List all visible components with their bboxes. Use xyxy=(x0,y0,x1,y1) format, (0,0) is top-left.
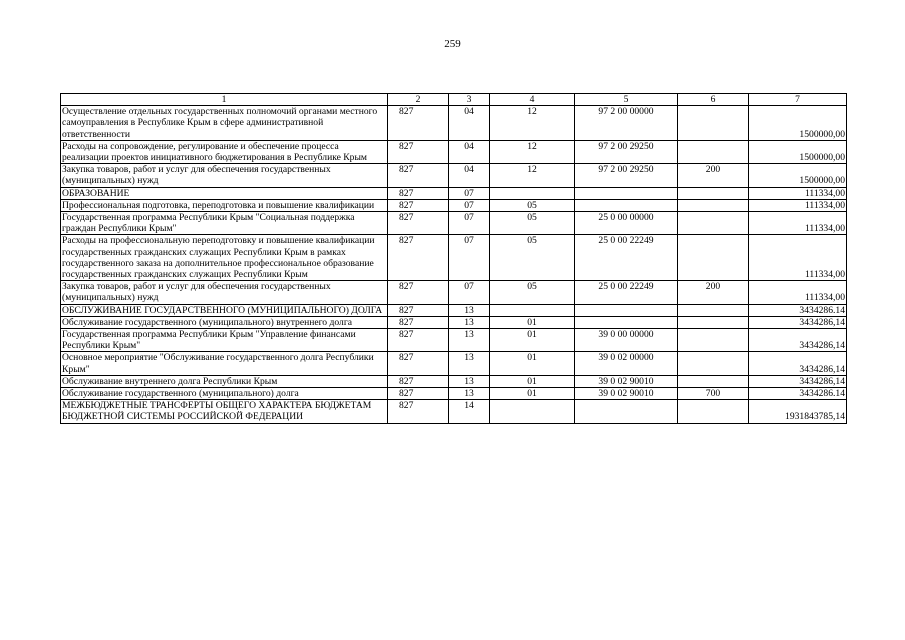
amount-cell: 3434286.14 xyxy=(749,304,847,316)
amount-cell: 3434286,14 xyxy=(749,329,847,352)
grbs-code-cell: 827 xyxy=(388,375,449,387)
grbs-code-cell: 827 xyxy=(388,400,449,423)
expense-type-cell xyxy=(678,187,749,199)
subsection-code-cell: 05 xyxy=(490,199,575,211)
amount-cell: 1500000,00 xyxy=(749,164,847,187)
expense-type-cell xyxy=(678,304,749,316)
section-code-cell: 07 xyxy=(449,187,490,199)
target-article-cell: 25 0 00 22249 xyxy=(575,235,678,281)
subsection-code-cell xyxy=(490,400,575,423)
expense-type-cell: 200 xyxy=(678,164,749,187)
subsection-code-cell xyxy=(490,304,575,316)
section-code-cell: 07 xyxy=(449,212,490,235)
expense-type-cell xyxy=(678,199,749,211)
subsection-code-cell: 01 xyxy=(490,388,575,400)
grbs-code-cell: 827 xyxy=(388,281,449,304)
target-article-cell: 39 0 00 00000 xyxy=(575,329,678,352)
section-code-cell: 14 xyxy=(449,400,490,423)
grbs-code-cell: 827 xyxy=(388,199,449,211)
subsection-code-cell xyxy=(490,187,575,199)
item-name-cell: Основное мероприятие "Обслуживание государственного долга Республики Крым" xyxy=(61,352,388,375)
amount-cell: 111334,00 xyxy=(749,212,847,235)
table-row xyxy=(61,140,847,163)
amount-cell: 111334,00 xyxy=(749,187,847,199)
grbs-code-cell: 827 xyxy=(388,329,449,352)
section-code-cell: 13 xyxy=(449,329,490,352)
amount-cell: 1500000,00 xyxy=(749,140,847,163)
target-article-cell xyxy=(575,316,678,328)
table-row xyxy=(61,304,847,316)
subsection-code-cell: 05 xyxy=(490,235,575,281)
item-name-cell: Обслуживание государственного (муниципального) долга xyxy=(61,388,388,400)
expense-type-cell: 200 xyxy=(678,281,749,304)
section-code-cell: 04 xyxy=(449,140,490,163)
column-header: 2 xyxy=(388,94,449,106)
amount-cell: 3434286,14 xyxy=(749,375,847,387)
table-row xyxy=(61,199,847,211)
target-article-cell xyxy=(575,187,678,199)
item-name-cell: Расходы на сопровождение, регулирование и обеспечение процесса реализации проектов инициативного бюджетирования в Республике Крым xyxy=(61,140,388,163)
table-row xyxy=(61,281,847,304)
column-header: 3 xyxy=(449,94,490,106)
expense-type-cell xyxy=(678,400,749,423)
table-row xyxy=(61,316,847,328)
subsection-code-cell: 12 xyxy=(490,106,575,141)
target-article-cell: 25 0 00 22249 xyxy=(575,281,678,304)
table-row xyxy=(61,235,847,281)
expense-type-cell xyxy=(678,140,749,163)
target-article-cell xyxy=(575,304,678,316)
column-header: 6 xyxy=(678,94,749,106)
amount-cell: 1931843785,14 xyxy=(749,400,847,423)
column-header: 4 xyxy=(490,94,575,106)
table-row xyxy=(61,164,847,187)
subsection-code-cell: 12 xyxy=(490,140,575,163)
target-article-cell: 97 2 00 29250 xyxy=(575,140,678,163)
expense-type-cell xyxy=(678,352,749,375)
expense-type-cell xyxy=(678,235,749,281)
expense-type-cell xyxy=(678,106,749,141)
subsection-code-cell: 01 xyxy=(490,329,575,352)
item-name-cell: Обслуживание государственного (муниципального) внутреннего долга xyxy=(61,316,388,328)
section-code-cell: 13 xyxy=(449,352,490,375)
grbs-code-cell: 827 xyxy=(388,388,449,400)
item-name-cell: ОБСЛУЖИВАНИЕ ГОСУДАРСТВЕННОГО (МУНИЦИПАЛЬНОГО) ДОЛГА xyxy=(61,304,388,316)
expense-type-cell xyxy=(678,329,749,352)
section-code-cell: 04 xyxy=(449,164,490,187)
section-code-cell: 13 xyxy=(449,375,490,387)
grbs-code-cell: 827 xyxy=(388,352,449,375)
header-row xyxy=(61,94,847,106)
grbs-code-cell: 827 xyxy=(388,106,449,141)
table-row xyxy=(61,388,847,400)
amount-cell: 111334,00 xyxy=(749,235,847,281)
item-name-cell: Профессиональная подготовка, переподготовка и повышение квалификации xyxy=(61,199,388,211)
target-article-cell xyxy=(575,400,678,423)
section-code-cell: 07 xyxy=(449,281,490,304)
target-article-cell: 25 0 00 00000 xyxy=(575,212,678,235)
column-header: 5 xyxy=(575,94,678,106)
item-name-cell: Расходы на профессиональную переподготовку и повышение квалификации государственных гражданских служащих Республики Крым в рамках государственного заказа на дополнительное профессиональное образование государственных гражданских служащих Республики Крым xyxy=(61,235,388,281)
target-article-cell: 39 0 02 90010 xyxy=(575,388,678,400)
amount-cell: 3434286.14 xyxy=(749,388,847,400)
subsection-code-cell: 01 xyxy=(490,375,575,387)
item-name-cell: МЕЖБЮДЖЕТНЫЕ ТРАНСФЕРТЫ ОБЩЕГО ХАРАКТЕРА БЮДЖЕТАМ БЮДЖЕТНОЙ СИСТЕМЫ РОССИЙСКОЙ ФЕДЕРАЦИИ xyxy=(61,400,388,423)
budget-table xyxy=(60,93,847,424)
target-article-cell: 39 0 02 90010 xyxy=(575,375,678,387)
subsection-code-cell: 01 xyxy=(490,316,575,328)
section-code-cell: 07 xyxy=(449,235,490,281)
expense-type-cell: 700 xyxy=(678,388,749,400)
section-code-cell: 07 xyxy=(449,199,490,211)
subsection-code-cell: 01 xyxy=(490,352,575,375)
table-row xyxy=(61,329,847,352)
section-code-cell: 13 xyxy=(449,316,490,328)
expense-type-cell xyxy=(678,316,749,328)
target-article-cell: 39 0 02 00000 xyxy=(575,352,678,375)
grbs-code-cell: 827 xyxy=(388,164,449,187)
subsection-code-cell: 12 xyxy=(490,164,575,187)
grbs-code-cell: 827 xyxy=(388,140,449,163)
section-code-cell: 13 xyxy=(449,388,490,400)
table-row xyxy=(61,106,847,141)
table-row xyxy=(61,352,847,375)
grbs-code-cell: 827 xyxy=(388,235,449,281)
item-name-cell: Осуществление отдельных государственных полномочий органами местного самоуправления в Республике Крым в сфере административной ответственности xyxy=(61,106,388,141)
target-article-cell xyxy=(575,199,678,211)
subsection-code-cell: 05 xyxy=(490,281,575,304)
amount-cell: 3434286,14 xyxy=(749,352,847,375)
expense-type-cell xyxy=(678,375,749,387)
amount-cell: 3434286,14 xyxy=(749,316,847,328)
table-body xyxy=(61,106,847,423)
item-name-cell: ОБРАЗОВАНИЕ xyxy=(61,187,388,199)
grbs-code-cell: 827 xyxy=(388,212,449,235)
table-row xyxy=(61,375,847,387)
grbs-code-cell: 827 xyxy=(388,316,449,328)
target-article-cell: 97 2 00 00000 xyxy=(575,106,678,141)
amount-cell: 111334,00 xyxy=(749,281,847,304)
item-name-cell: Обслуживание внутреннего долга Республики Крым xyxy=(61,375,388,387)
subsection-code-cell: 05 xyxy=(490,212,575,235)
section-code-cell: 13 xyxy=(449,304,490,316)
table-row xyxy=(61,400,847,423)
item-name-cell: Государственная программа Республики Крым "Управление финансами Республики Крым" xyxy=(61,329,388,352)
item-name-cell: Закупка товаров, работ и услуг для обеспечения государственных (муниципальных) нужд xyxy=(61,281,388,304)
amount-cell: 1500000,00 xyxy=(749,106,847,141)
item-name-cell: Государственная программа Республики Крым "Социальная поддержка граждан Республики Крым" xyxy=(61,212,388,235)
grbs-code-cell: 827 xyxy=(388,187,449,199)
grbs-code-cell: 827 xyxy=(388,304,449,316)
column-header: 1 xyxy=(61,94,388,106)
page-number: 259 xyxy=(444,38,461,50)
expense-type-cell xyxy=(678,212,749,235)
table-row xyxy=(61,187,847,199)
target-article-cell: 97 2 00 29250 xyxy=(575,164,678,187)
table-row xyxy=(61,212,847,235)
section-code-cell: 04 xyxy=(449,106,490,141)
item-name-cell: Закупка товаров, работ и услуг для обеспечения государственных (муниципальных) нужд xyxy=(61,164,388,187)
column-header: 7 xyxy=(749,94,847,106)
amount-cell: 111334,00 xyxy=(749,199,847,211)
